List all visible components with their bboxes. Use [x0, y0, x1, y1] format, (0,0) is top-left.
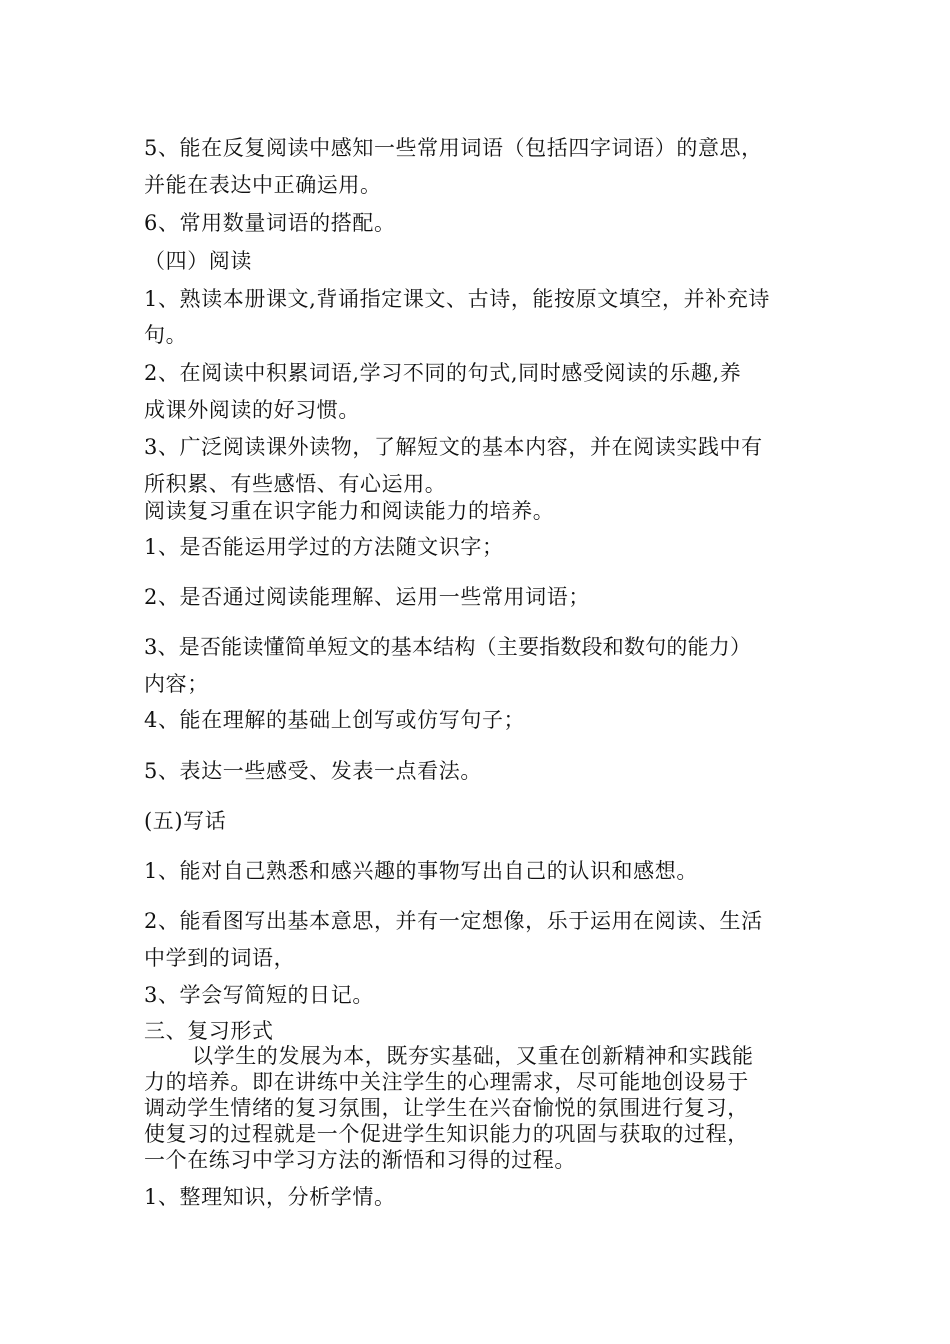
- text-line: 以学生的发展为本，既夯实基础，又重在创新精神和实践能: [192, 1044, 754, 1068]
- section-heading: (五)写话: [144, 809, 227, 833]
- text-line: 成课外阅读的好习惯。: [144, 398, 360, 422]
- text-line: 所积累、有些感悟、有心运用。: [144, 472, 447, 496]
- text-line: 2、在阅读中积累词语,学习不同的句式,同时感受阅读的乐趣,养: [144, 361, 742, 385]
- text-line: 1、熟读本册课文,背诵指定课文、古诗，能按原文填空，并补充诗: [144, 287, 771, 311]
- text-line: 并能在表达中正确运用。: [144, 173, 382, 197]
- text-line: 5、能在反复阅读中感知一些常用词语（包括四字词语）的意思，: [144, 136, 763, 160]
- text-line: 1、能对自己熟悉和感兴趣的事物写出自己的认识和感想。: [144, 859, 698, 883]
- text-line: 中学到的词语，: [144, 946, 296, 970]
- text-line: 3、广泛阅读课外读物，了解短文的基本内容，并在阅读实践中有: [144, 435, 763, 459]
- text-line: 使复习的过程就是一个促进学生知识能力的巩固与获取的过程，: [144, 1122, 749, 1146]
- text-line: 3、学会写简短的日记。: [144, 983, 374, 1007]
- text-line: 调动学生情绪的复习氛围，让学生在兴奋愉悦的氛围进行复习，: [144, 1096, 749, 1120]
- text-line: 一个在练习中学习方法的渐悟和习得的过程。: [144, 1148, 576, 1172]
- text-line: 阅读复习重在识字能力和阅读能力的培养。: [144, 499, 555, 523]
- text-line: 内容；: [144, 672, 209, 696]
- text-line: 句。: [144, 323, 188, 347]
- section-heading: 三、复习形式: [144, 1019, 274, 1043]
- text-line: 1、是否能运用学过的方法随文识字；: [144, 535, 504, 559]
- text-line: 2、是否通过阅读能理解、运用一些常用词语；: [144, 585, 590, 609]
- text-line: 3、是否能读懂简单短文的基本结构（主要指数段和数句的能力）: [144, 635, 752, 659]
- text-line: 1、整理知识，分析学情。: [144, 1185, 396, 1209]
- text-line: 2、能看图写出基本意思，并有一定想像，乐于运用在阅读、生活: [144, 909, 763, 933]
- section-heading: （四）阅读: [144, 249, 252, 273]
- text-line: 5、表达一些感受、发表一点看法。: [144, 759, 482, 783]
- text-line: 力的培养。即在讲练中关注学生的心理需求，尽可能地创设易于: [144, 1070, 749, 1094]
- text-line: 6、常用数量词语的搭配。: [144, 211, 396, 235]
- text-line: 4、能在理解的基础上创写或仿写句子；: [144, 708, 526, 732]
